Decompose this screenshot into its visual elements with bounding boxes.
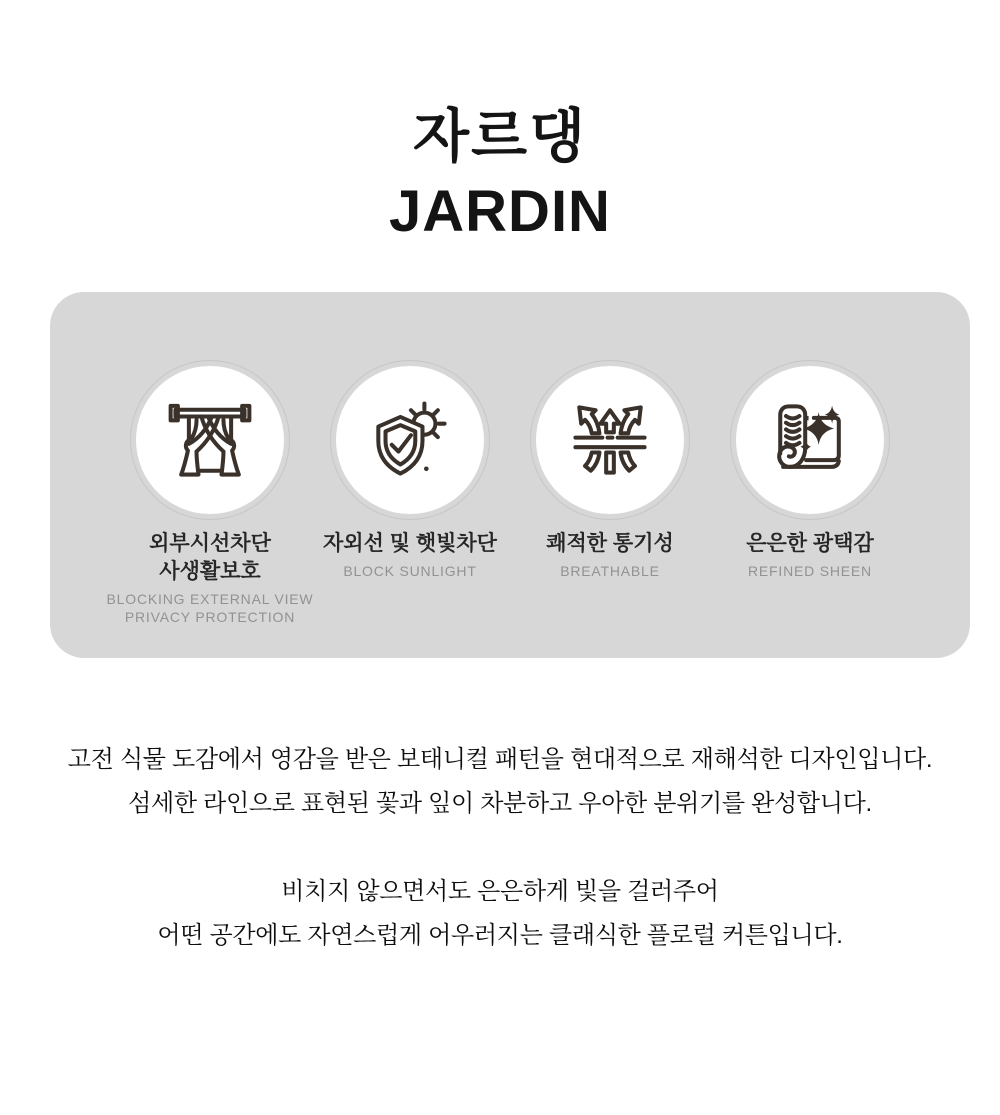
feature-icon-circle <box>736 366 884 514</box>
fabric-roll-sparkle-icon <box>762 392 858 488</box>
airflow-arrows-icon <box>562 392 658 488</box>
feature-sheen <box>710 366 910 581</box>
feature-label-line: 자외선 및 햇빛차단 <box>323 532 497 556</box>
feature-label-english <box>560 563 660 581</box>
product-description <box>0 738 1000 958</box>
feature-label-korean <box>746 530 874 558</box>
feature-breathable <box>510 366 710 581</box>
description-line: 섬세한 라인으로 표현된 꽃과 잎이 차분하고 우아한 분위기를 완성합니다. <box>128 790 872 818</box>
shield-check-sun-icon <box>362 392 458 488</box>
curtain-icon <box>162 392 258 488</box>
description-line: 고전 식물 도감에서 영감을 받은 보태니컬 패턴을 현대적으로 재해석한 디자인입니다. <box>67 746 933 774</box>
feature-label-english <box>748 563 872 581</box>
feature-icon-circle <box>136 366 284 514</box>
description-paragraph-1 <box>0 738 1000 826</box>
feature-label-line: 사생활보호 <box>159 560 261 584</box>
feature-icon-circle <box>336 366 484 514</box>
description-line: 비치지 않으면서도 은은하게 빛을 걸러주어 <box>281 878 719 906</box>
feature-sublabel-line: PRIVACY PROTECTION <box>124 608 296 625</box>
feature-block-sunlight <box>310 366 510 581</box>
feature-panel <box>50 292 970 658</box>
feature-sublabel-line: REFINED SHEEN <box>748 563 872 580</box>
feature-privacy <box>106 366 314 626</box>
feature-sublabel-line: BREATHABLE <box>560 563 660 580</box>
feature-label-line: 외부시선차단 <box>149 532 271 556</box>
feature-sublabel-line: BLOCK SUNLIGHT <box>343 563 477 580</box>
feature-label-korean <box>149 530 271 586</box>
product-header <box>0 0 1000 248</box>
description-line: 어떤 공간에도 자연스럽게 어우러지는 클래식한 플로럴 커튼입니다. <box>157 922 843 950</box>
product-title-english: JARDIN <box>389 178 611 244</box>
feature-label-english <box>107 591 314 626</box>
feature-icon-circle <box>536 366 684 514</box>
feature-label-english <box>343 563 476 581</box>
feature-sublabel-line: BLOCKING EXTERNAL VIEW <box>106 591 314 608</box>
product-title-korean: 자르댕 <box>412 104 588 169</box>
feature-label-line: 쾌적한 통기성 <box>546 532 674 556</box>
description-paragraph-2 <box>0 870 1000 958</box>
feature-label-korean <box>546 530 674 558</box>
feature-label-korean <box>323 530 497 558</box>
feature-label-line: 은은한 광택감 <box>746 532 874 556</box>
